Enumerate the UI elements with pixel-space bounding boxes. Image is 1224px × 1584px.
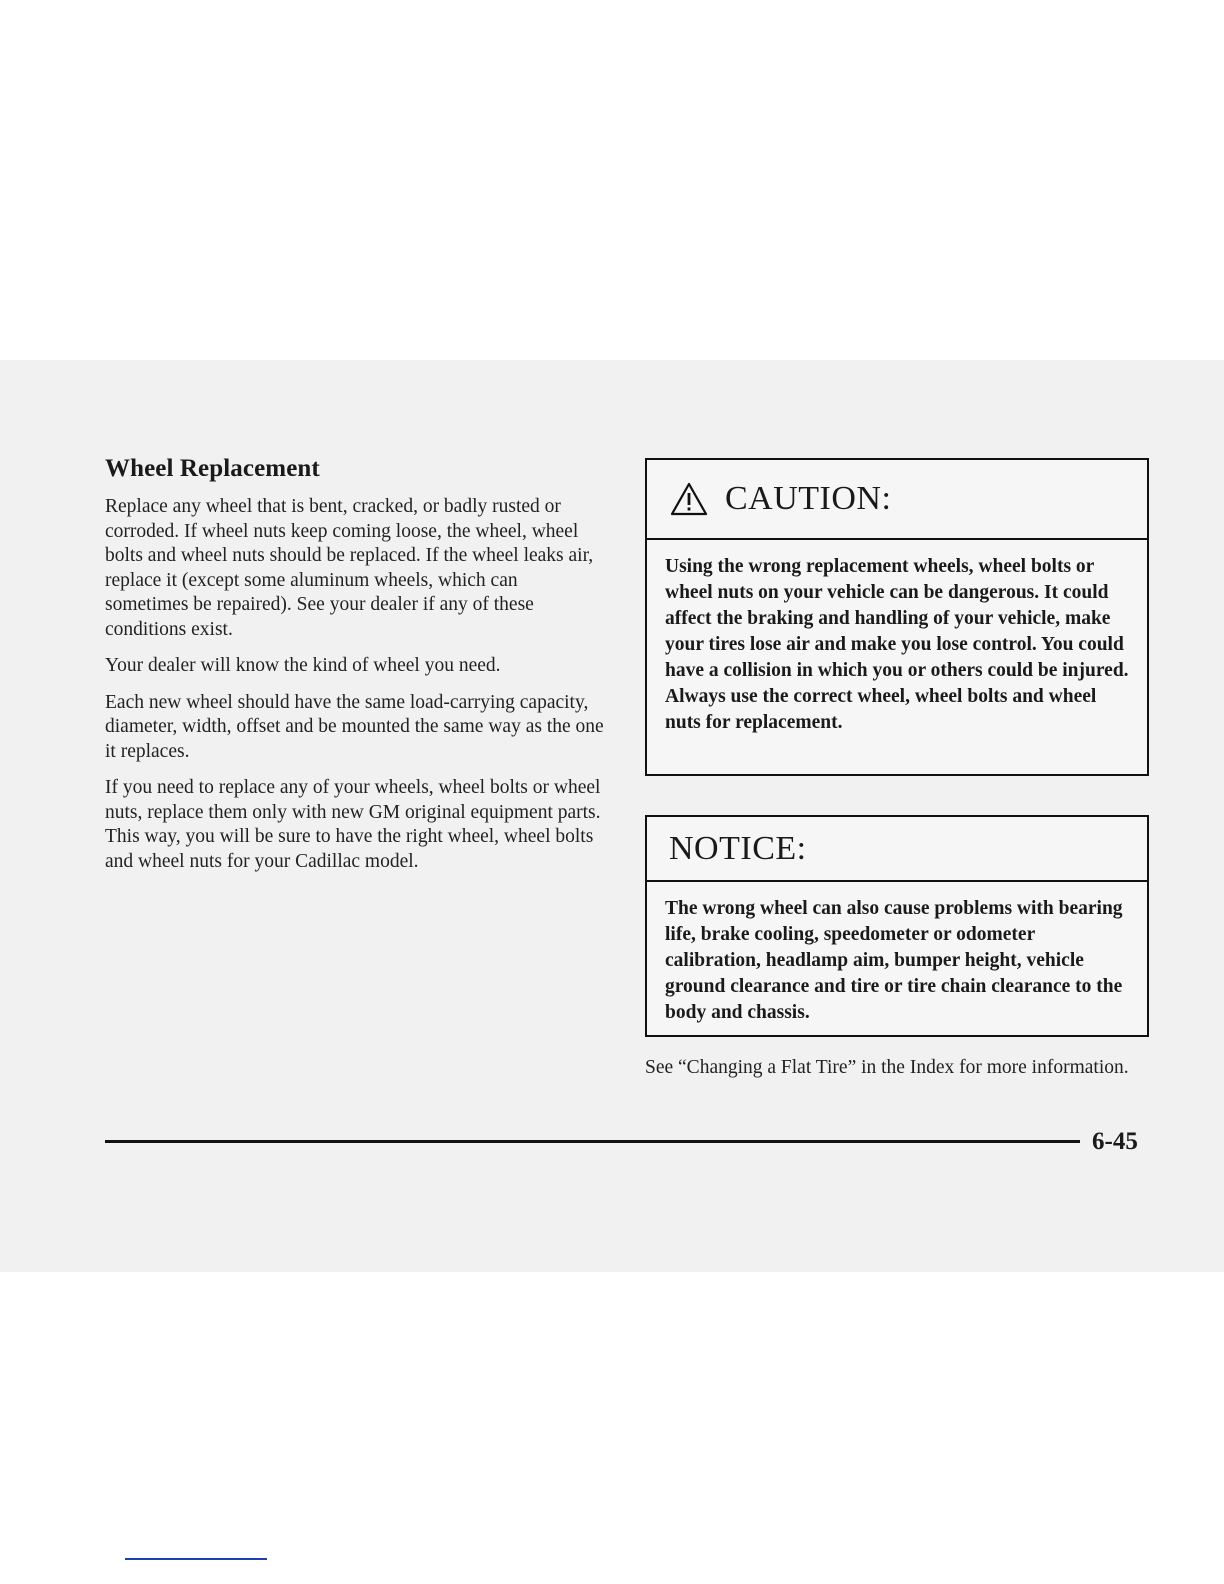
notice-title: NOTICE: bbox=[669, 829, 807, 867]
section-heading: Wheel Replacement bbox=[105, 455, 320, 482]
link-underline[interactable] bbox=[125, 1558, 267, 1560]
caution-title: CAUTION: bbox=[725, 480, 892, 517]
caution-box bbox=[645, 458, 1149, 776]
left-column bbox=[105, 495, 605, 886]
see-index-note: See “Changing a Flat Tire” in the Index for more information. bbox=[645, 1057, 1129, 1078]
notice-body: The wrong wheel can also cause problems with bearing life, brake cooling, speedometer or odometer calibration, headlamp aim, bumper height, vehicle ground clearance and tire or tire chain clearance to the body and chassis. bbox=[665, 898, 1123, 1023]
warning-triangle-icon bbox=[669, 481, 709, 517]
notice-header bbox=[647, 817, 1147, 882]
paragraph-gm-parts: If you need to replace any of your wheels, wheel bolts or wheel nuts, replace them only with new GM original equipment parts. This way, you will be sure to have the right wheel, wheel bolts and wheel nuts for your Cadillac model. bbox=[105, 777, 601, 872]
caution-body: Using the wrong replacement wheels, wheel bolts or wheel nuts on your vehicle can be dangerous. It could affect the braking and handling of your vehicle, make your tires lose air and make you lose control. You could have a collision in which you or others could be injured. Always use the correct wheel, wheel bolts and wheel nuts for replacement. bbox=[665, 556, 1129, 733]
notice-box bbox=[645, 815, 1149, 1037]
footer-rule bbox=[105, 1140, 1080, 1143]
page-number: 6-45 bbox=[1092, 1128, 1138, 1155]
caution-header bbox=[647, 460, 1147, 540]
paragraph-dealer-knowledge: Your dealer will know the kind of wheel you need. bbox=[105, 655, 501, 676]
paragraph-wheel-specs: Each new wheel should have the same load-carrying capacity, diameter, width, offset and be mounted the same way as the one it replaces. bbox=[105, 691, 604, 762]
paragraph-wheel-damage: Replace any wheel that is bent, cracked, or badly rusted or corroded. If wheel nuts keep coming loose, the wheel, wheel bolts and wheel nuts should be replaced. If the wheel leaks air, replace it (except some aluminum wheels, which can sometimes be repaired). See your dealer if any of these conditions exist. bbox=[105, 496, 594, 640]
